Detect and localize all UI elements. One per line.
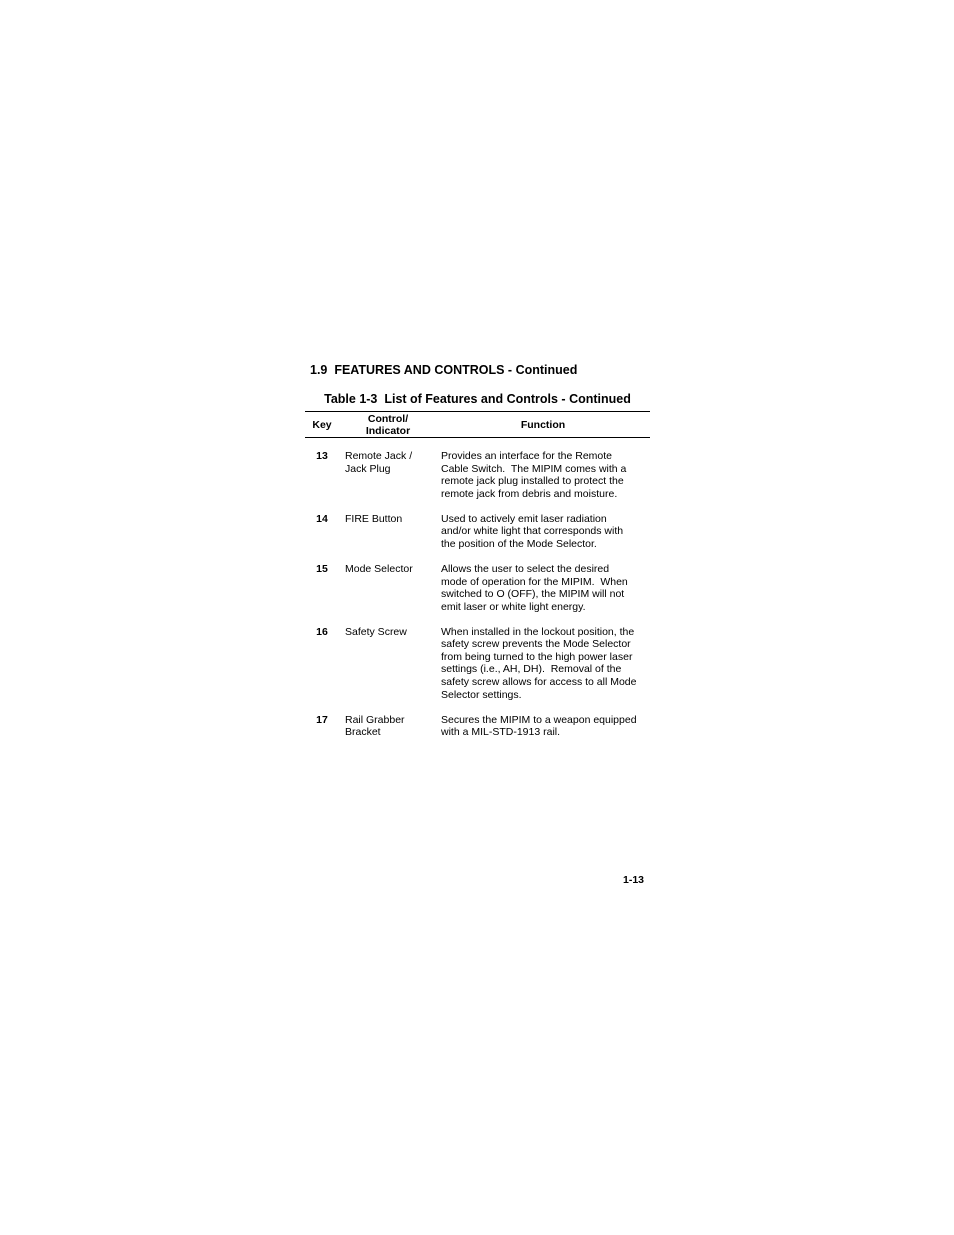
row-control bbox=[345, 626, 435, 639]
row-function bbox=[441, 563, 649, 613]
row-control bbox=[345, 714, 435, 739]
row-function-line: with a MIL-STD-1913 rail. bbox=[441, 726, 561, 739]
row-function bbox=[441, 513, 649, 551]
row-key: 17 bbox=[316, 713, 328, 726]
column-header-function: Function bbox=[520, 419, 566, 431]
row-control bbox=[345, 450, 435, 475]
section-heading: 1.9 FEATURES AND CONTROLS - Continued bbox=[310, 363, 578, 377]
table-row bbox=[305, 626, 650, 702]
page-number: 1-13 bbox=[623, 874, 645, 886]
row-function-line: from being turned to the high power laser bbox=[441, 650, 633, 663]
row-control-line: Jack Plug bbox=[345, 462, 391, 475]
row-function-line: safety screw allows for access to all Mode bbox=[441, 676, 637, 689]
row-function bbox=[441, 626, 649, 702]
row-function-line: switched to O (OFF), the MIPIM will not bbox=[441, 588, 625, 601]
row-function-line: When installed in the lockout position, the bbox=[441, 625, 635, 638]
row-function-line: Allows the user to select the desired bbox=[441, 562, 610, 575]
column-header-control-line2: Indicator bbox=[365, 425, 411, 437]
row-key: 15 bbox=[316, 562, 328, 575]
table-header bbox=[305, 412, 650, 437]
row-function-line: remote jack plug installed to protect the bbox=[441, 475, 624, 488]
table-row bbox=[305, 714, 650, 739]
row-control-line: Remote Jack / bbox=[345, 450, 413, 462]
row-function-line: remote jack from debris and moisture. bbox=[441, 487, 618, 500]
column-header-control-line1: Control/ bbox=[367, 413, 409, 425]
row-control bbox=[345, 563, 435, 576]
row-key: 14 bbox=[316, 512, 328, 525]
row-function-line: Used to actively emit laser radiation bbox=[441, 512, 607, 525]
row-function-line: and/or white light that corresponds with bbox=[441, 525, 624, 538]
row-function-line: Secures the MIPIM to a weapon equipped bbox=[441, 713, 637, 726]
row-function-line: Selector settings. bbox=[441, 688, 522, 701]
row-control bbox=[345, 513, 435, 526]
row-key: 13 bbox=[316, 450, 328, 462]
row-function bbox=[441, 714, 649, 739]
column-header-key: Key bbox=[312, 419, 332, 431]
row-function-line: settings (i.e., AH, DH). Removal of the bbox=[441, 663, 622, 676]
column-header-control bbox=[352, 413, 424, 437]
row-control-line: Safety Screw bbox=[345, 625, 407, 638]
table-title: Table 1-3 List of Features and Controls - Continued bbox=[324, 392, 631, 406]
row-function-line: Provides an interface for the Remote bbox=[441, 450, 613, 462]
row-control-line: FIRE Button bbox=[345, 512, 403, 525]
row-function-line: mode of operation for the MIPIM. When bbox=[441, 575, 628, 588]
row-function-line: safety screw prevents the Mode Selector bbox=[441, 638, 631, 651]
row-control-line: Rail Grabber bbox=[345, 713, 405, 726]
row-function bbox=[441, 450, 649, 500]
table-row bbox=[305, 513, 650, 551]
row-function-line: the position of the Mode Selector. bbox=[441, 537, 597, 550]
row-key: 16 bbox=[316, 625, 328, 638]
row-function-line: Cable Switch. The MIPIM comes with a bbox=[441, 462, 627, 475]
row-control-line: Mode Selector bbox=[345, 562, 413, 575]
row-function-line: emit laser or white light energy. bbox=[441, 600, 586, 613]
row-control-line: Bracket bbox=[345, 726, 381, 739]
features-table bbox=[305, 411, 650, 751]
table-row bbox=[305, 450, 650, 500]
table-row bbox=[305, 563, 650, 613]
table-body bbox=[305, 438, 650, 739]
